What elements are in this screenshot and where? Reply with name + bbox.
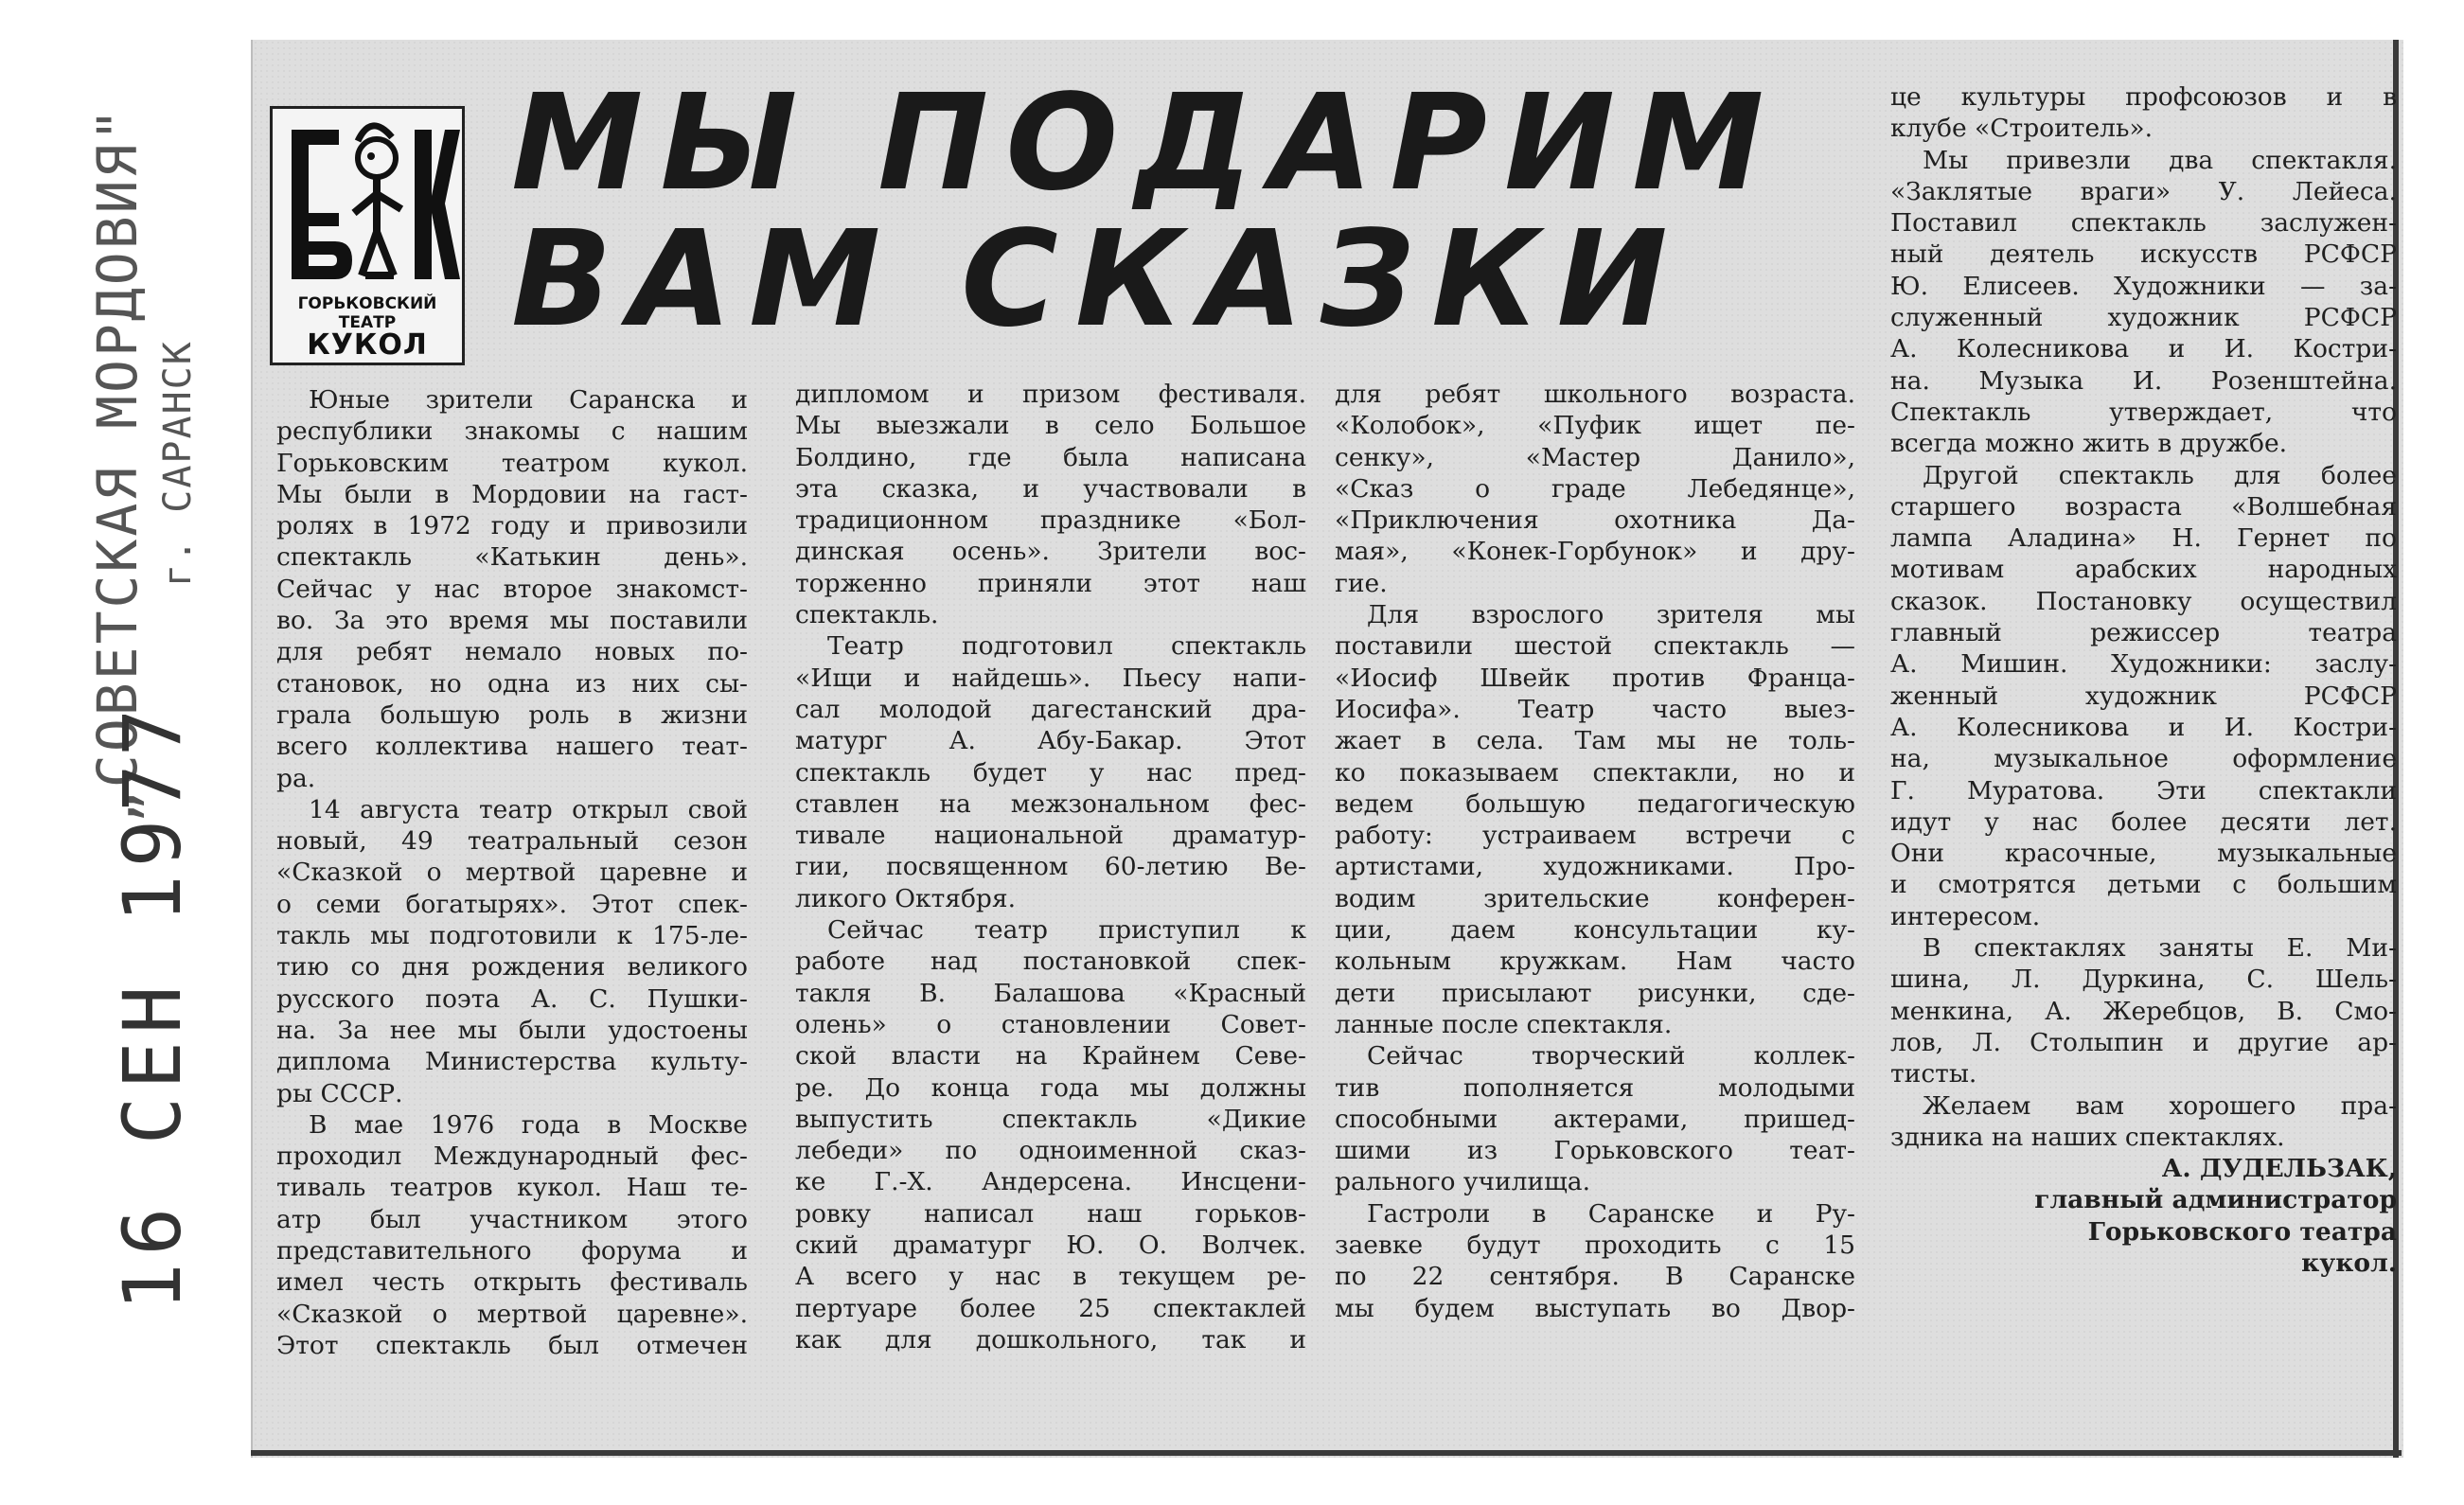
text-line: Мы были в Мордовии на гаст- [276, 479, 748, 509]
text-line: тив пополняется молодыми [1335, 1072, 1855, 1103]
text-line: спектакль «Катькин день». [276, 542, 748, 573]
text-line: ровку написал наш горьков- [795, 1198, 1306, 1229]
text-line: Они красочные, музыкальные [1890, 839, 2397, 869]
author-title-line: Горьковского театра [2087, 1216, 2397, 1247]
city-stamp: г. САРАНСК [156, 340, 200, 587]
author-signature: А. ДУДЕЛЬЗАК, [2161, 1154, 2397, 1184]
text-line: главный режиссер театра [1890, 618, 2397, 648]
text-line: тиваль театров кукол. Наш те- [276, 1173, 748, 1203]
text-line: Спектакль утверждает, что [1890, 397, 2397, 427]
text-line: грала большую роль в жизни [276, 699, 748, 730]
text-line: ко показываем спектакли, но и [1335, 757, 1855, 788]
text-line: мотивам арабских народных [1890, 555, 2397, 585]
text-line: мы будем выступать во Двор- [1335, 1293, 1855, 1323]
text-line: шими из Горьковского теат- [1335, 1136, 1855, 1166]
text-line: русского поэта А. С. Пушки- [276, 983, 748, 1014]
text-line: проходил Международный фес- [276, 1142, 748, 1172]
text-line: «Ищи и найдешь». Пьесу напи- [795, 663, 1306, 693]
headline-line-2: ВАМ СКАЗКИ [511, 203, 1685, 357]
text-line: кольным кружкам. Нам часто [1335, 947, 1855, 977]
text-line: имел честь открыть фестиваль [276, 1267, 748, 1298]
text-line: шина, Л. Дуркина, С. Шель- [1890, 965, 2397, 995]
text-line: тивале национальной драматур- [795, 821, 1306, 851]
text-line: Сейчас у нас второе знакомст- [276, 574, 748, 604]
text-line: Мы привезли два спектакля. [1923, 145, 2397, 175]
text-line: Юные зрители Саранска и [309, 385, 748, 415]
text-line: Ю. Елисеев. Художники — за- [1890, 271, 2397, 301]
article-column-4 [1890, 81, 2397, 1279]
text-line: такля В. Балашова «Красный [795, 978, 1306, 1008]
date-stamp: 16 СЕН 1977 [106, 700, 199, 1311]
text-line: жает в села. Там мы не толь- [1335, 726, 1855, 756]
text-line: А. Мишин. Художники: заслу- [1890, 649, 2397, 680]
text-line: Этот спектакль был отмечен [276, 1330, 748, 1360]
text-line: атр был участником этого [276, 1204, 748, 1234]
text-line: ный деятель искусств РСФСР [1890, 239, 2397, 270]
text-line: Мы выезжали в село Большое [795, 411, 1306, 441]
article-column-3 [1335, 379, 1855, 1324]
theater-logo [270, 106, 465, 365]
text-line: сказок. Постановку осуществил [1890, 586, 2397, 616]
text-line: олень» о становлении Совет- [795, 1009, 1306, 1039]
text-line: способными актерами, пришед- [1335, 1104, 1855, 1134]
text-line: выпустить спектакль «Дикие [795, 1104, 1306, 1134]
text-line: В мае 1976 года в Москве [309, 1109, 748, 1140]
text-line: Горьковским театром кукол. [276, 448, 748, 478]
text-line: гии, посвященном 60-летию Ве- [795, 852, 1306, 882]
text-line: рального училища. [1335, 1167, 1591, 1197]
text-line: старшего возраста «Волшебная [1890, 491, 2397, 522]
article-column-2 [795, 379, 1306, 1355]
text-line: на. За нее мы были удостоены [276, 1015, 748, 1045]
text-line: гие. [1335, 568, 1388, 598]
puppet-monogram-icon [273, 109, 462, 294]
text-line: динская осень». Зрители вос- [795, 537, 1306, 567]
text-line: ликого Октября. [795, 883, 1017, 913]
text-line: для ребят школьного возраста. [1335, 380, 1855, 409]
text-line: по 22 сентября. В Саранске [1335, 1262, 1855, 1292]
text-line: работе над постановкой спек- [795, 947, 1306, 977]
text-line: «Сказкой о мертвой царевне и [276, 858, 748, 888]
text-line: ры СССР. [276, 1078, 403, 1108]
text-line: «Иосиф Швейк против Франца- [1335, 663, 1855, 693]
text-line: сал молодой дагестанский дра- [795, 694, 1306, 724]
text-line: служенный художник РСФСР [1890, 303, 2397, 333]
article-headline [511, 66, 1893, 357]
text-line: женный художник РСФСР [1890, 681, 2397, 711]
text-line: поставили шестой спектакль — [1335, 631, 1855, 662]
text-line: ставлен на межзональном фес- [795, 788, 1306, 819]
text-line: ской власти на Крайнем Севе- [795, 1041, 1306, 1071]
newspaper-name-stamp: „СОВЕТСКАЯ МОРДОВИЯ" [85, 105, 150, 823]
text-line: идут у нас более десяти лет. [1890, 806, 2397, 837]
author-title-line: главный администратор [2034, 1185, 2397, 1215]
text-line: А. Колесникова и И. Костри- [1890, 334, 2397, 364]
author-title-line: кукол. [2301, 1248, 2397, 1278]
text-line: ре. До конца года мы должны [795, 1072, 1306, 1103]
text-line: менкина, А. Жеребцов, В. Смо- [1890, 996, 2397, 1026]
text-line: для ребят немало новых по- [276, 637, 748, 667]
text-line: Гастроли в Саранске и Ру- [1367, 1198, 1855, 1229]
text-line: Сейчас творческий коллек- [1367, 1041, 1855, 1071]
text-line: во. За это время мы поставили [276, 606, 748, 636]
logo-text-puppets: КУКОЛ [307, 328, 428, 362]
text-line: «Колобок», «Пуфик ищет пе- [1335, 411, 1855, 441]
text-line: артистами, художниками. Про- [1335, 852, 1855, 882]
text-line: матург А. Абу-Бакар. Этот [795, 726, 1306, 756]
text-line: 14 августа театр открыл свой [309, 794, 748, 824]
text-line: спектакль. [795, 600, 939, 630]
text-line: А всего у нас в текущем ре- [795, 1262, 1306, 1292]
text-line: Болдино, где была написана [795, 442, 1306, 472]
text-line: «Сказ о граде Лебедянце», [1335, 473, 1855, 504]
text-line: це культуры профсоюзов и в [1890, 82, 2397, 112]
text-line: ский драматург Ю. О. Волчек. [795, 1231, 1306, 1261]
text-line: Для взрослого зрителя мы [1367, 600, 1855, 630]
text-line: становок, но одна из них сы- [276, 668, 748, 699]
text-line: лампа Аладина» Н. Гернет по [1890, 523, 2397, 554]
text-line: работу: устраиваем встречи с [1335, 821, 1855, 851]
text-line: дипломом и призом фестиваля. [795, 380, 1306, 409]
logo-text-theater: ТЕАТР [338, 313, 397, 332]
text-line: ра. [276, 763, 316, 793]
text-line: дети присылают рисунки, сде- [1335, 978, 1855, 1008]
text-line: Иосифа». Театр часто выез- [1335, 694, 1855, 724]
text-line: ролях в 1972 году и привозили [276, 511, 748, 541]
text-line: на. Музыка И. Розенштейна. [1890, 365, 2397, 396]
text-line: всего коллектива нашего теат- [276, 732, 748, 762]
text-line: сенку», «Мастер Данило», [1335, 442, 1855, 472]
text-line: тисты. [1890, 1059, 1977, 1089]
text-line: о семи богатырях». Этот спек- [276, 889, 748, 919]
text-line: Другой спектакль для более [1923, 460, 2397, 490]
text-line: водим зрительские конферен- [1335, 883, 1855, 913]
text-line: спектакль будет у нас пред- [795, 757, 1306, 788]
text-line: ланные после спектакля. [1335, 1009, 1673, 1039]
text-line: как для дошкольного, так и [795, 1324, 1306, 1354]
text-line: ке Г.-Х. Андерсена. Инсцени- [795, 1167, 1306, 1197]
text-line: традиционном празднике «Бол- [795, 505, 1306, 536]
clipping-edge-bottom [251, 1450, 2402, 1456]
text-line: интересом. [1890, 901, 2041, 931]
text-line: А. Колесникова и И. Костри- [1890, 712, 2397, 742]
text-line: тию со дня рождения великого [276, 952, 748, 983]
logo-text-city: ГОРЬКОВСКИЙ [297, 294, 437, 313]
text-line: лебеди» по одноименной сказ- [795, 1136, 1306, 1166]
text-line: «Приключения охотника Да- [1335, 505, 1855, 536]
text-line: представительного форума и [276, 1236, 748, 1266]
text-line: на, музыкальное оформление [1890, 744, 2397, 774]
text-line: и смотрятся детьми с большим [1890, 870, 2397, 900]
text-line: здника на наших спектаклях. [1890, 1122, 2285, 1152]
text-line: торженно приняли этот наш [795, 568, 1306, 598]
text-line: Поставил спектакль заслужен- [1890, 208, 2397, 239]
text-line: эта сказка, и участвовали в [795, 473, 1306, 504]
text-line: «Заклятые враги» У. Лейеса. [1890, 176, 2397, 206]
text-line: пертуаре более 25 спектаклей [795, 1293, 1306, 1323]
text-line: новый, 49 театральный сезон [276, 826, 748, 857]
text-line: всегда можно жить в дружбе. [1890, 429, 2288, 459]
text-line: ции, даем консультации ку- [1335, 915, 1855, 946]
text-line: Театр подготовил спектакль [827, 631, 1306, 662]
text-line: такль мы подготовили к 175-ле- [276, 921, 748, 951]
text-line: мая», «Конек-Горбунок» и дру- [1335, 537, 1855, 567]
text-line: клубе «Строитель». [1890, 114, 2154, 144]
text-line: республики знакомы с нашим [276, 416, 748, 447]
text-line: Желаем вам хорошего пра- [1923, 1090, 2397, 1121]
headline-line-1: МЫ ПОДАРИМ [511, 66, 1782, 221]
text-line: диплома Министерства культу- [276, 1047, 748, 1077]
text-line: лов, Л. Столыпин и другие ар- [1890, 1027, 2397, 1057]
text-line: Г. Муратова. Эти спектакли [1890, 775, 2397, 806]
article-column-1 [276, 384, 748, 1361]
text-line: заевке будут проходить с 15 [1335, 1231, 1855, 1261]
text-line: ведем большую педагогическую [1335, 788, 1855, 819]
text-line: В спектаклях заняты Е. Ми- [1923, 933, 2397, 964]
text-line: Сейчас театр приступил к [827, 915, 1306, 946]
text-line: «Сказкой о мертвой царевне». [276, 1299, 748, 1329]
